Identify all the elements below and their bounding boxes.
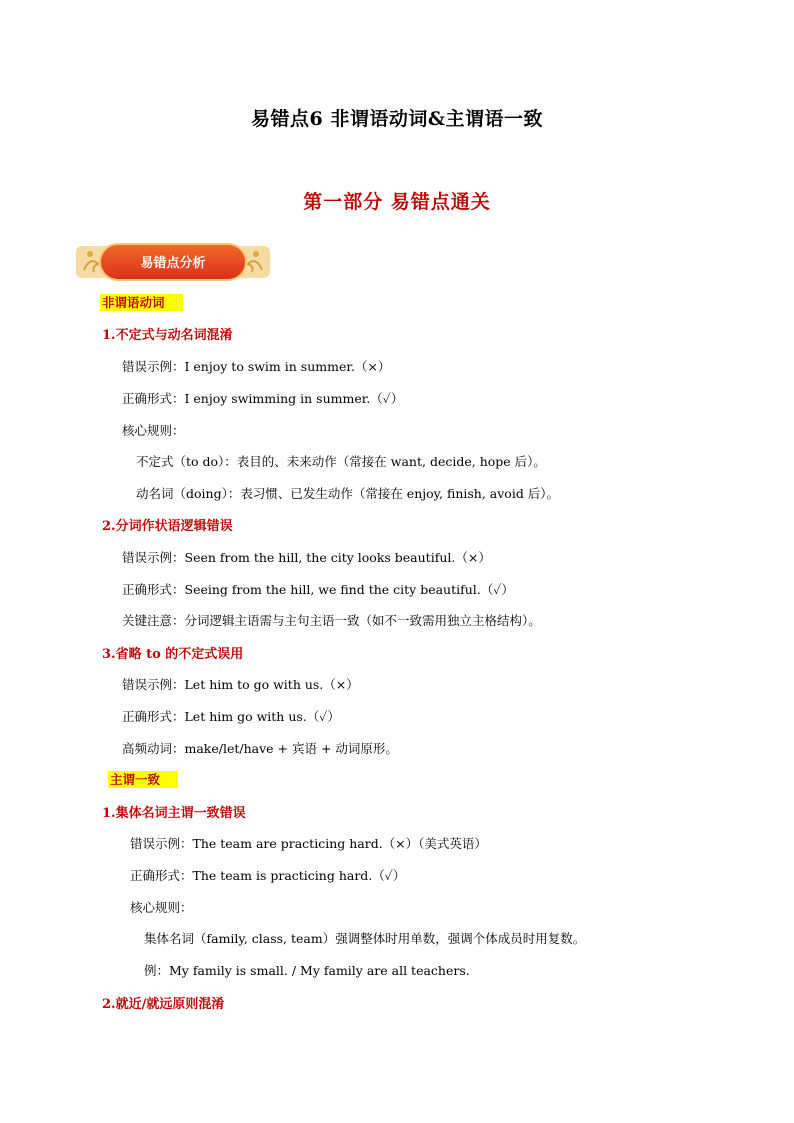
key-note: 关键注意：分词逻辑主语需与主句主语一致（如不一致需用独立主格结构）。 — [122, 613, 541, 628]
example-line: 例：My family is small. / My family are all teachers. — [144, 963, 470, 978]
frequent-verbs: 高频动词：make/let/have + 宾语 + 动词原形。 — [122, 741, 398, 756]
item-heading: 1.不定式与动名词混淆 — [102, 328, 233, 343]
item-heading: 1.集体名词主谓一致错误 — [102, 806, 246, 821]
section-label-agreement — [108, 769, 178, 788]
item-heading: 2.分词作状语逻辑错误 — [102, 519, 233, 534]
error-example: 错误示例：I enjoy to swim in summer.（×） — [122, 359, 391, 374]
error-example: 错误示例：Seen from the hill, the city looks beautiful.（×） — [122, 550, 491, 565]
highlight-label: 主谓一致 — [108, 771, 178, 788]
correct-form: 正确形式：Seeing from the hill, we find the city beautiful.（✓） — [122, 582, 514, 597]
error-example: 错误示例：The team are practicing hard.（×）（美式英语） — [130, 836, 487, 851]
core-rule-label: 核心规则： — [130, 900, 193, 915]
item-heading: 3.省略 to 的不定式误用 — [102, 647, 244, 662]
core-rule-label: 核心规则： — [122, 423, 185, 438]
correct-form: 正确形式：Let him go with us.（✓） — [122, 709, 340, 724]
section-banner — [76, 240, 270, 284]
item-heading: 2.就近/就远原则混淆 — [102, 997, 225, 1012]
correct-form: 正确形式：I enjoy swimming in summer.（✓） — [122, 391, 404, 406]
rule-line: 集体名词（family, class, team）强调整体时用单数，强调个体成员时用复数。 — [144, 931, 586, 946]
correct-form: 正确形式：The team is practicing hard.（✓） — [130, 868, 406, 883]
section-label-nonfinite — [100, 292, 183, 311]
document-title: 易错点6 非谓语动词&主谓语一致 — [251, 108, 543, 130]
error-example: 错误示例：Let him to go with us.（×） — [122, 677, 359, 692]
banner-label: 易错点分析 — [140, 256, 206, 271]
part-title: 第一部分 易错点通关 — [303, 191, 491, 213]
rule-line: 不定式（to do）：表目的、未来动作（常接在 want, decide, hope 后）。 — [136, 454, 546, 469]
rule-line: 动名词（doing）：表习惯、已发生动作（常接在 enjoy, finish, avoid 后）。 — [136, 486, 560, 501]
highlight-label: 非谓语动词 — [100, 294, 183, 311]
